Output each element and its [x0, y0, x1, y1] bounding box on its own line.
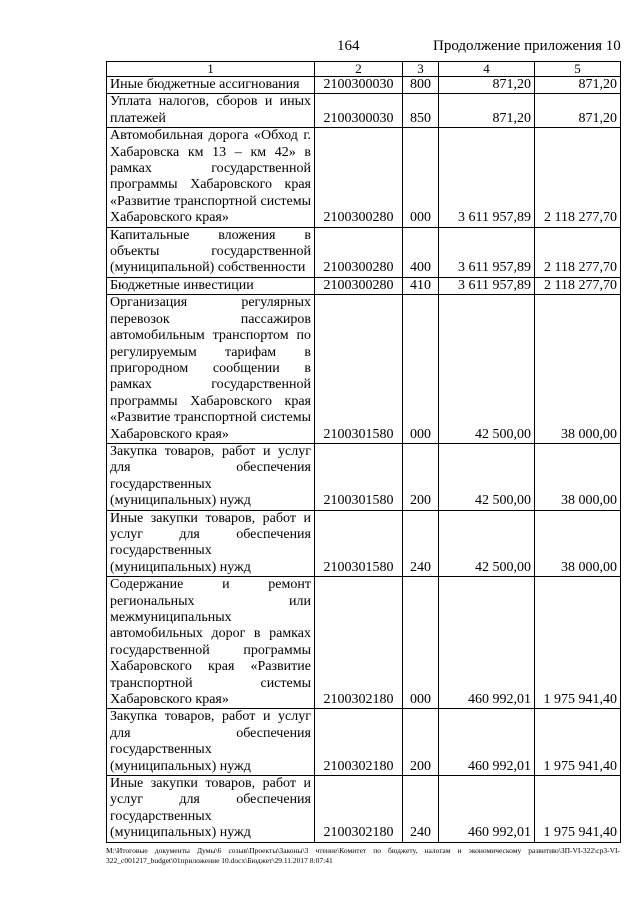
row-amount-col5: 38 000,00: [535, 443, 621, 510]
row-name: Бюджетные инвестиции: [107, 277, 315, 294]
row-csr-code: 2100302180: [315, 577, 403, 709]
row-name: Уплата налогов, сборов и иных платежей: [107, 94, 315, 128]
row-amount-col5: 1 975 941,40: [535, 776, 621, 843]
row-name: Содержание и ремонт региональных или межмуниципальных автомобильных дорог в рамках государственной программы Хабаровского края «Развитие транспортной системы Хабаровского края»: [107, 577, 315, 709]
table-row: [107, 277, 621, 294]
row-name: Закупка товаров, работ и услуг для обеспечения государственных (муниципальных) нужд: [107, 709, 315, 776]
row-csr-code: 2100300280: [315, 128, 403, 227]
table-row: [107, 510, 621, 577]
row-vr-code: 240: [403, 510, 439, 577]
row-vr-code: 850: [403, 94, 439, 128]
row-amount-col5: 1 975 941,40: [535, 709, 621, 776]
row-csr-code: 2100300280: [315, 227, 403, 277]
row-amount-col4: 460 992,01: [439, 776, 535, 843]
row-vr-code: 000: [403, 577, 439, 709]
table-row: [107, 443, 621, 510]
document-path-footer: M:\Итоговые документы Думы\6 созыв\Проекты\Законы\3 чтение\Комитет по бюджету, налогам и экономическому развитию\ЗП-VI-322\ср3-VI-322_с001217_budget\01приложение 10.docx\Бюджет\29.11.2017 8:07:41: [106, 846, 620, 865]
row-amount-col5: 38 000,00: [535, 510, 621, 577]
row-csr-code: 2100301580: [315, 295, 403, 444]
row-amount-col4: 42 500,00: [439, 443, 535, 510]
column-header-csr: 2: [315, 62, 403, 77]
row-vr-code: 400: [403, 227, 439, 277]
row-amount-col4: 42 500,00: [439, 295, 535, 444]
table-row: [107, 776, 621, 843]
row-amount-col5: 1 975 941,40: [535, 577, 621, 709]
table-row: [107, 295, 621, 444]
row-amount-col4: 460 992,01: [439, 709, 535, 776]
row-vr-code: 200: [403, 709, 439, 776]
row-amount-col5: 2 118 277,70: [535, 227, 621, 277]
row-amount-col4: 3 611 957,89: [439, 277, 535, 294]
row-csr-code: 2100301580: [315, 510, 403, 577]
row-csr-code: 2100302180: [315, 709, 403, 776]
row-amount-col5: 2 118 277,70: [535, 128, 621, 227]
column-header-vr: 3: [403, 62, 439, 77]
row-amount-col5: 871,20: [535, 94, 621, 128]
row-csr-code: 2100301580: [315, 443, 403, 510]
column-header-2018: 5: [535, 62, 621, 77]
row-csr-code: 2100302180: [315, 776, 403, 843]
row-amount-col4: 3 611 957,89: [439, 227, 535, 277]
column-header-2017: 4: [439, 62, 535, 77]
table-row: [107, 128, 621, 227]
row-name: Иные закупки товаров, работ и услуг для обеспечения государственных (муниципальных) нужд: [107, 510, 315, 577]
table-row: [107, 577, 621, 709]
row-vr-code: 200: [403, 443, 439, 510]
row-amount-col5: 871,20: [535, 77, 621, 94]
row-vr-code: 410: [403, 277, 439, 294]
row-vr-code: 240: [403, 776, 439, 843]
row-amount-col4: 42 500,00: [439, 510, 535, 577]
row-csr-code: 2100300030: [315, 94, 403, 128]
row-name: Закупка товаров, работ и услуг для обеспечения государственных (муниципальных) нужд: [107, 443, 315, 510]
table-row: [107, 227, 621, 277]
row-amount-col4: 871,20: [439, 94, 535, 128]
row-amount-col4: 3 611 957,89: [439, 128, 535, 227]
row-amount-col5: 38 000,00: [535, 295, 621, 444]
table-row: [107, 94, 621, 128]
row-name: Иные бюджетные ассигнования: [107, 77, 315, 94]
row-vr-code: 000: [403, 295, 439, 444]
row-name: Организация регулярных перевозок пассажиров автомобильным транспортом по регулируемым тарифам в пригородном сообщении в рамках государственной программы Хабаровского края «Развитие транспортной системы Хабаровского края»: [107, 295, 315, 444]
row-csr-code: 2100300030: [315, 77, 403, 94]
row-csr-code: 2100300280: [315, 277, 403, 294]
row-name: Иные закупки товаров, работ и услуг для обеспечения государственных (муниципальных) нужд: [107, 776, 315, 843]
row-amount-col5: 2 118 277,70: [535, 277, 621, 294]
budget-table: [106, 61, 621, 843]
table-row: [107, 709, 621, 776]
row-name: Автомобильная дорога «Обход г. Хабаровска км 13 – км 42» в рамках государственной программы Хабаровского края «Развитие транспортной системы Хабаровского края»: [107, 128, 315, 227]
row-vr-code: 800: [403, 77, 439, 94]
row-amount-col4: 460 992,01: [439, 577, 535, 709]
row-amount-col4: 871,20: [439, 77, 535, 94]
table-row: [107, 77, 621, 94]
column-header-name: 1: [107, 62, 315, 77]
table-header-row: [107, 62, 621, 77]
row-vr-code: 000: [403, 128, 439, 227]
page-number: 164: [337, 38, 360, 54]
row-name: Капитальные вложения в объекты государственной (муниципальной) собственности: [107, 227, 315, 277]
appendix-continuation-label: Продолжение приложения 10: [433, 38, 621, 54]
